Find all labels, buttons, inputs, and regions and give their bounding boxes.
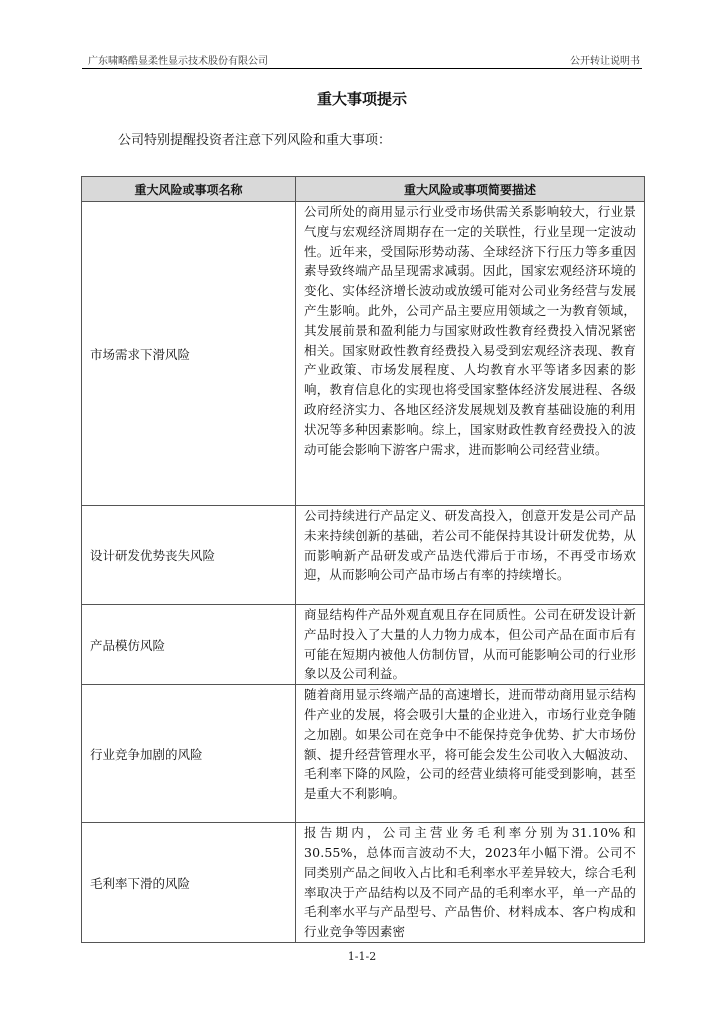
section-title: 重大事项提示 <box>316 90 407 108</box>
risk-description-cell: 公司持续进行产品定义、研发高投入，创意开发是公司产品未来持续创新的基础，若公司不能保持其设计研发优势，从而影响新产品研发或产品迭代滞后于市场，不再受市场欢迎，从而影响公司产品市场占有率的持续增长。 <box>296 506 645 605</box>
risk-name-cell: 毛利率下滑的风险 <box>82 823 296 943</box>
risk-name-cell: 设计研发优势丧失风险 <box>82 506 296 605</box>
risk-description-cell: 商显结构件产品外观直观且存在同质性。公司在研发设计新产品时投入了大量的人力物力成本，但公司产品在面市后有可能在短期内被他人仿制仿冒，从而可能影响公司的行业形象以及公司利益。 <box>296 605 645 685</box>
header-company-name: 广东啸略酷显柔性显示技术股份有限公司 <box>88 56 268 67</box>
risk-description-cell: 公司所处的商用显示行业受市场供需关系影响较大，行业景气度与宏观经济周期存在一定的关联性，行业呈现一定波动性。近年来，受国际形势动荡、全球经济下行压力等多重因素导致终端产品呈现需求减弱。因此，国家宏观经济环境的变化、实体经济增长波动或放缓可能对公司业务经营与发展产生影响。此外，公司产品主要应用领域之一为教育领域，其发展前景和盈利能力与国家财政性教育经费投入情况紧密相关。国家财政性教育经费投入易受到宏观经济表现、教育产业政策、市场发展程度、人均教育水平等诸多因素的影响，教育信息化的实现也将受国家整体经济发展进程、各级政府经济实力、各地区经济发展规划及教育基础设施的利用状况等多种因素影响。综上，国家财政性教育经费投入的波动可能会影响下游客户需求，进而影响公司经营业绩。 <box>296 202 645 506</box>
table-row <box>82 202 645 506</box>
page-number: 1-1-2 <box>347 950 377 963</box>
column-header-risk-name: 重大风险或事项名称 <box>82 177 296 202</box>
header-document-type: 公开转让说明书 <box>570 56 640 67</box>
table-row <box>82 605 645 685</box>
intro-paragraph: 公司特别提醒投资者注意下列风险和重大事项： <box>118 133 392 148</box>
table-row <box>82 506 645 605</box>
risk-name-cell: 行业竞争加剧的风险 <box>82 685 296 823</box>
risk-name-cell: 产品模仿风险 <box>82 605 296 685</box>
table-row <box>82 823 645 943</box>
risk-description-cell: 随着商用显示终端产品的高速增长，进而带动商用显示结构件产业的发展，将会吸引大量的企业进入，市场行业竞争随之加剧。如果公司在竞争中不能保持竞争优势、扩大市场份额、提升经营管理水平，将可能会发生公司收入大幅波动、毛利率下降的风险，公司的经营业绩将可能受到影响，甚至是重大不利影响。 <box>296 685 645 823</box>
table-header-row <box>82 177 645 202</box>
risk-description-cell: 报告期内，公司主营业务毛利率分别为31.10%和30.55%，总体而言波动不大，2023年小幅下滑。公司不同类别产品之间收入占比和毛利率水平差异较大，综合毛利率取决于产品结构以及不同产品的毛利率水平，单一产品的毛利率水平与产品型号、产品售价、材料成本、客户构成和行业竞争等因素密 <box>296 823 645 943</box>
page-header <box>82 50 642 69</box>
risk-name-cell: 市场需求下滑风险 <box>82 202 296 506</box>
column-header-risk-description: 重大风险或事项简要描述 <box>296 177 645 202</box>
table-row <box>82 685 645 823</box>
risk-table <box>81 176 645 943</box>
